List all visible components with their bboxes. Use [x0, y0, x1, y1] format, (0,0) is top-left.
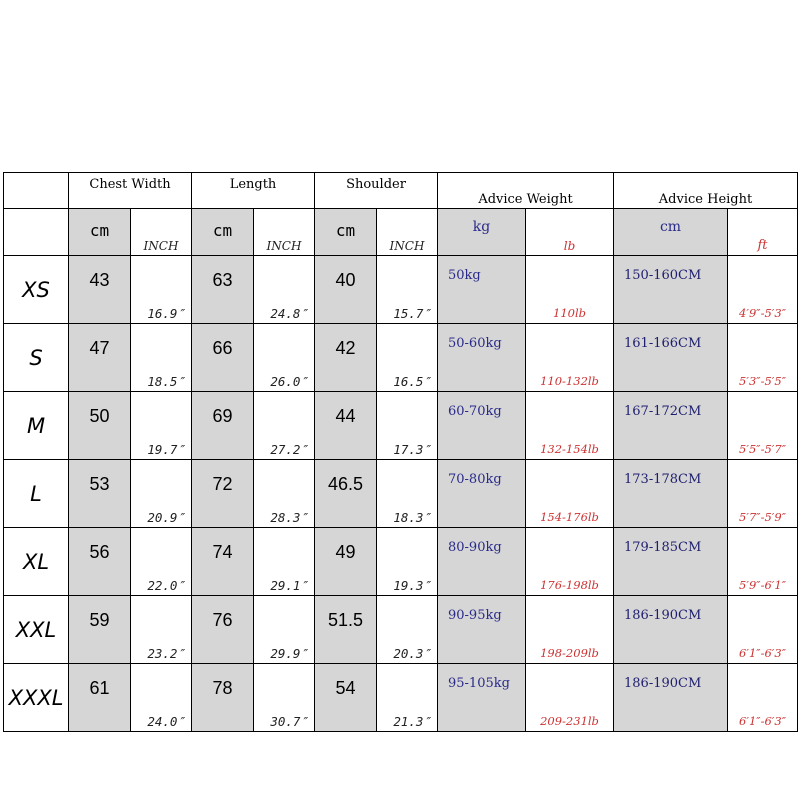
size-label: XL	[4, 528, 69, 596]
weight-kg-value: 80-90kg	[438, 528, 526, 596]
length-inch-unit: INCH	[254, 209, 315, 256]
height-cm-unit: cm	[614, 209, 728, 256]
shoulder-inch-value: 17.3″	[377, 392, 438, 460]
chest-width-header: Chest Width	[69, 173, 192, 209]
chest-cm-value: 59	[69, 596, 131, 664]
weight-kg-unit: kg	[438, 209, 526, 256]
height-ft-value: 5′3″-5′5″	[728, 324, 798, 392]
shoulder-inch-value: 18.3″	[377, 460, 438, 528]
height-cm-value: 186-190CM	[614, 664, 728, 732]
weight-kg-value: 90-95kg	[438, 596, 526, 664]
chest-cm-unit: cm	[69, 209, 131, 256]
height-cm-value: 173-178CM	[614, 460, 728, 528]
advice-height-header: Advice Height	[614, 173, 798, 209]
size-label: XS	[4, 256, 69, 324]
weight-kg-value: 50kg	[438, 256, 526, 324]
size-label: L	[4, 460, 69, 528]
table-row	[4, 664, 798, 732]
chest-inch-value: 24.0″	[131, 664, 192, 732]
length-cm-value: 66	[192, 324, 254, 392]
chest-inch-value: 20.9″	[131, 460, 192, 528]
weight-kg-value: 60-70kg	[438, 392, 526, 460]
height-ft-unit: ft	[728, 209, 798, 256]
weight-lb-unit: lb	[526, 209, 614, 256]
size-label: XXXL	[4, 664, 69, 732]
height-ft-value: 6′1″-6′3″	[728, 596, 798, 664]
shoulder-inch-value: 15.7″	[377, 256, 438, 324]
shoulder-inch-value: 16.5″	[377, 324, 438, 392]
chest-cm-value: 50	[69, 392, 131, 460]
corner-cell	[4, 173, 69, 209]
chest-cm-value: 53	[69, 460, 131, 528]
table-row	[4, 324, 798, 392]
shoulder-cm-value: 51.5	[315, 596, 377, 664]
length-inch-value: 29.1″	[254, 528, 315, 596]
header-row-units	[4, 209, 798, 256]
weight-kg-value: 50-60kg	[438, 324, 526, 392]
weight-lb-value: 154-176lb	[526, 460, 614, 528]
shoulder-inch-unit: INCH	[377, 209, 438, 256]
size-label: M	[4, 392, 69, 460]
height-cm-value: 167-172CM	[614, 392, 728, 460]
shoulder-cm-value: 49	[315, 528, 377, 596]
weight-kg-value: 70-80kg	[438, 460, 526, 528]
weight-lb-value: 209-231lb	[526, 664, 614, 732]
weight-lb-value: 176-198lb	[526, 528, 614, 596]
chest-cm-value: 56	[69, 528, 131, 596]
weight-kg-value: 95-105kg	[438, 664, 526, 732]
height-cm-value: 186-190CM	[614, 596, 728, 664]
advice-weight-header: Advice Weight	[438, 173, 614, 209]
chest-cm-value: 43	[69, 256, 131, 324]
length-inch-value: 26.0″	[254, 324, 315, 392]
table-row	[4, 460, 798, 528]
shoulder-cm-unit: cm	[315, 209, 377, 256]
table-row	[4, 256, 798, 324]
height-ft-value: 4′9″-5′3″	[728, 256, 798, 324]
height-ft-value: 5′5″-5′7″	[728, 392, 798, 460]
shoulder-cm-value: 44	[315, 392, 377, 460]
length-cm-value: 74	[192, 528, 254, 596]
length-cm-unit: cm	[192, 209, 254, 256]
table-row	[4, 596, 798, 664]
length-cm-value: 72	[192, 460, 254, 528]
length-inch-value: 29.9″	[254, 596, 315, 664]
size-label: S	[4, 324, 69, 392]
length-cm-value: 76	[192, 596, 254, 664]
table-row	[4, 392, 798, 460]
length-cm-value: 78	[192, 664, 254, 732]
shoulder-cm-value: 40	[315, 256, 377, 324]
chest-inch-value: 22.0″	[131, 528, 192, 596]
shoulder-inch-value: 20.3″	[377, 596, 438, 664]
chest-cm-value: 61	[69, 664, 131, 732]
shoulder-header: Shoulder	[315, 173, 438, 209]
table-row	[4, 528, 798, 596]
length-cm-value: 63	[192, 256, 254, 324]
header-row-groups	[4, 173, 798, 209]
weight-lb-value: 110-132lb	[526, 324, 614, 392]
chest-inch-value: 23.2″	[131, 596, 192, 664]
shoulder-cm-value: 46.5	[315, 460, 377, 528]
height-cm-value: 161-166CM	[614, 324, 728, 392]
shoulder-cm-value: 54	[315, 664, 377, 732]
length-header: Length	[192, 173, 315, 209]
height-ft-value: 5′7″-5′9″	[728, 460, 798, 528]
chest-cm-value: 47	[69, 324, 131, 392]
size-chart-table	[3, 172, 798, 732]
length-inch-value: 24.8″	[254, 256, 315, 324]
length-cm-value: 69	[192, 392, 254, 460]
height-ft-value: 6′1″-6′3″	[728, 664, 798, 732]
shoulder-cm-value: 42	[315, 324, 377, 392]
weight-lb-value: 198-209lb	[526, 596, 614, 664]
size-label: XXL	[4, 596, 69, 664]
weight-lb-value: 132-154lb	[526, 392, 614, 460]
shoulder-inch-value: 19.3″	[377, 528, 438, 596]
chest-inch-value: 19.7″	[131, 392, 192, 460]
chest-inch-unit: INCH	[131, 209, 192, 256]
length-inch-value: 30.7″	[254, 664, 315, 732]
weight-lb-value: 110lb	[526, 256, 614, 324]
shoulder-inch-value: 21.3″	[377, 664, 438, 732]
length-inch-value: 27.2″	[254, 392, 315, 460]
height-cm-value: 179-185CM	[614, 528, 728, 596]
corner-cell-units	[4, 209, 69, 256]
height-ft-value: 5′9″-6′1″	[728, 528, 798, 596]
chest-inch-value: 18.5″	[131, 324, 192, 392]
chest-inch-value: 16.9″	[131, 256, 192, 324]
height-cm-value: 150-160CM	[614, 256, 728, 324]
length-inch-value: 28.3″	[254, 460, 315, 528]
